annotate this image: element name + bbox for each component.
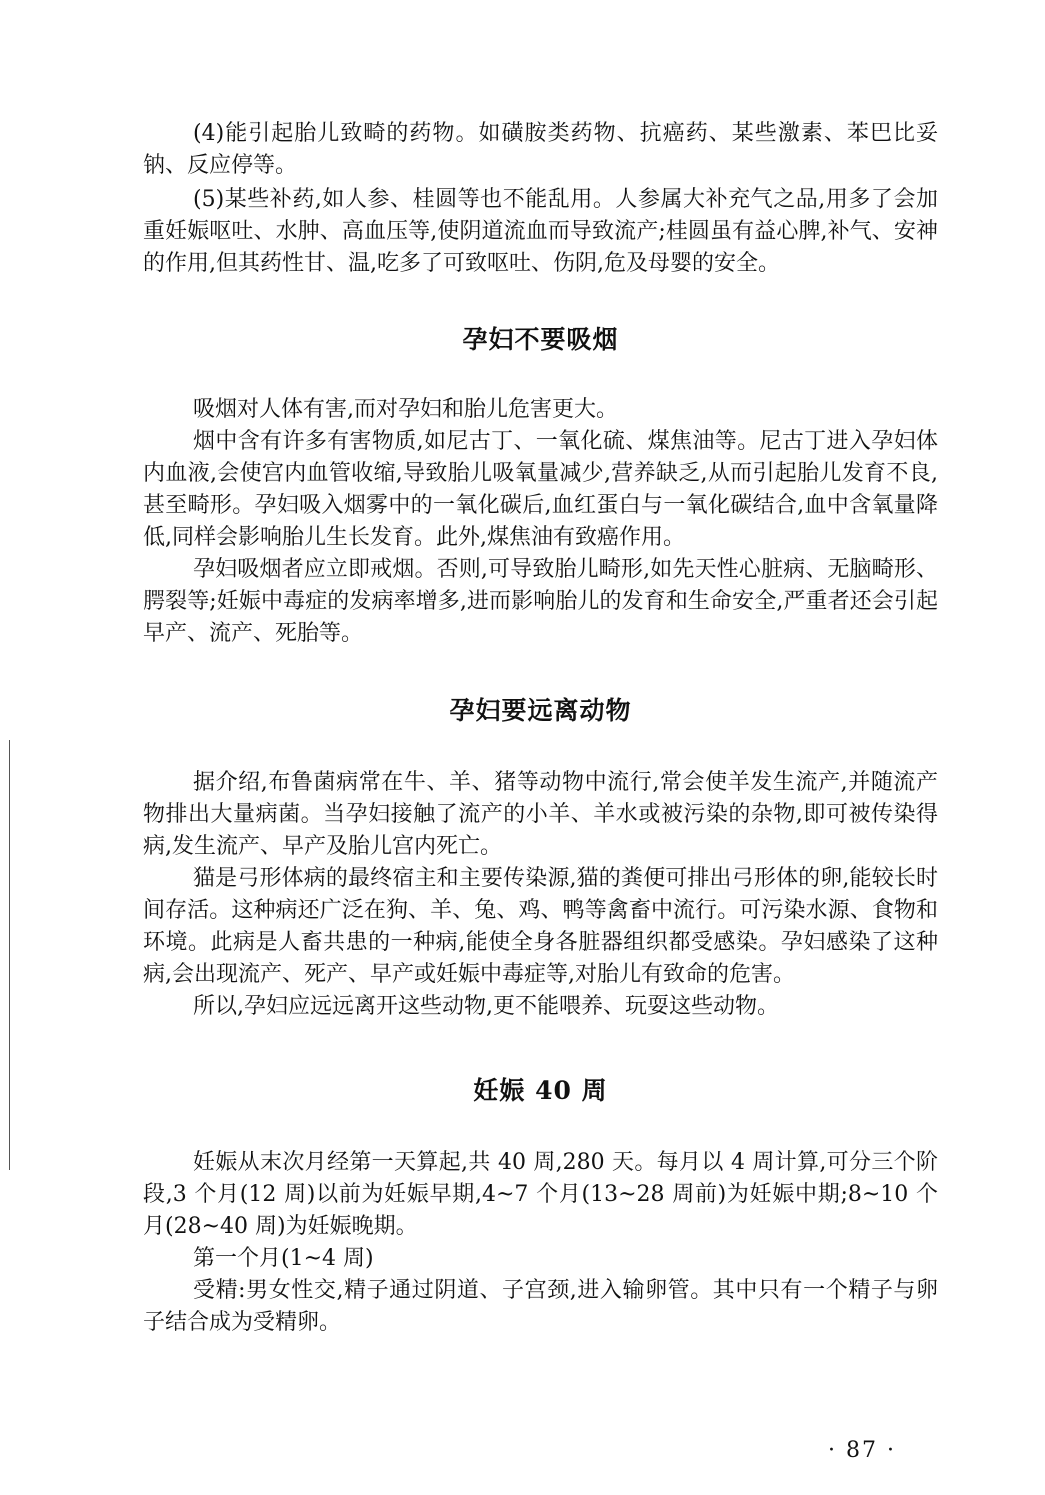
- book-page: [143, 118, 938, 1339]
- paragraph-brucellosis: 据介绍,布鲁菌病常在牛、羊、猪等动物中流行,常会使羊发生流产,并随流产物排出大量病菌。当孕妇接触了流产的小羊、羊水或被污染的杂物,即可被传染得病,发生流产、早产及胎儿宫内死亡。: [143, 770, 938, 859]
- paragraph-smoking-harm: 吸烟对人体有害,而对孕妇和胎儿危害更大。: [193, 397, 618, 422]
- heading-avoid-animals: 孕妇要远离动物: [449, 696, 632, 725]
- paragraph-toxoplasmosis: 猫是弓形体病的最终宿主和主要传染源,猫的粪便可排出弓形体的卵,能较长时间存活。这种病还广泛在狗、羊、兔、鸡、鸭等禽畜中流行。可污染水源、食物和环境。此病是人畜共患的一种病,能使全身各脏器组织都受感染。孕妇感染了这种病,会出现流产、死产、早产或妊娠中毒症等,对胎儿有致命的危害。: [143, 866, 938, 987]
- paragraph-smoking-substances: 烟中含有许多有害物质,如尼古丁、一氧化硫、煤焦油等。尼古丁进入孕妇体内血液,会使宫内血管收缩,导致胎儿吸氧量减少,营养缺乏,从而引起胎儿发育不良,甚至畸形。孕妇吸入烟雾中的一氧化碳后,血红蛋白与一氧化碳结合,血中含氧量降低,同样会影响胎儿生长发育。此外,煤焦油有致癌作用。: [143, 429, 938, 550]
- paragraph-fertilization: 受精:男女性交,精子通过阴道、子宫颈,进入输卵管。其中只有一个精子与卵子结合成为受精卵。: [143, 1278, 938, 1335]
- scan-edge-line: [9, 740, 10, 1170]
- paragraph-drugs-teratogenic: (4)能引起胎儿致畸的药物。如磺胺类药物、抗癌药、某些激素、苯巴比妥钠、反应停等。: [143, 121, 938, 178]
- paragraph-quit-smoking: 孕妇吸烟者应立即戒烟。否则,可导致胎儿畸形,如先天性心脏病、无脑畸形、腭裂等;妊娠中毒症的发病率增多,进而影响胎儿的发育和生命安全,严重者还会引起早产、流产、死胎等。: [143, 557, 938, 646]
- paragraph-pregnancy-stages: 妊娠从末次月经第一天算起,共 40 周,280 天。每月以 4 周计算,可分三个阶段,3 个月(12 周)以前为妊娠早期,4~7 个月(13~28 周前)为妊娠中期;8~10 个月(28~40 周)为妊娠晚期。: [143, 1150, 938, 1239]
- paragraph-stay-away: 所以,孕妇应远远离开这些动物,更不能喂养、玩耍这些动物。: [193, 994, 779, 1019]
- page-number: · 87 ·: [828, 1438, 896, 1463]
- heading-no-smoking: 孕妇不要吸烟: [462, 325, 619, 354]
- heading-40-weeks: 妊娠 40 周: [473, 1076, 608, 1105]
- paragraph-tonics: (5)某些补药,如人参、桂圆等也不能乱用。人参属大补充气之品,用多了会加重妊娠呕吐、水肿、高血压等,使阴道流血而导致流产;桂圆虽有益心脾,补气、安神的作用,但其药性甘、温,吃多了可致呕吐、伤阴,危及母婴的安全。: [143, 187, 938, 276]
- paragraph-first-month: 第一个月(1~4 周): [193, 1246, 374, 1271]
